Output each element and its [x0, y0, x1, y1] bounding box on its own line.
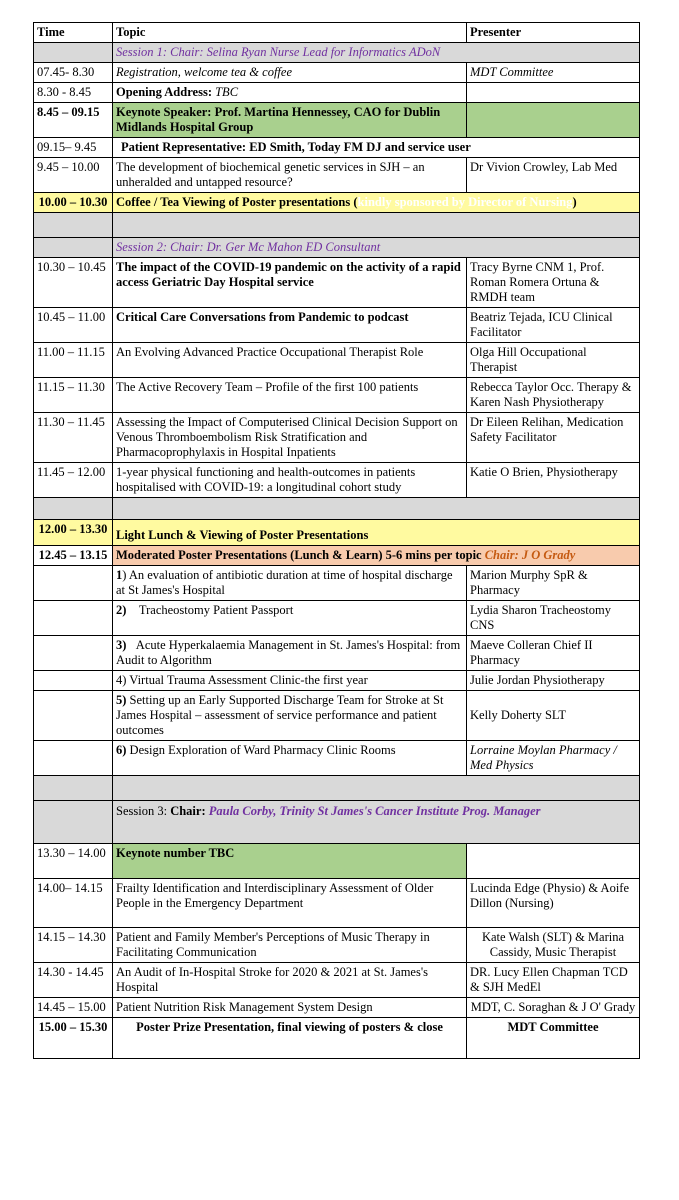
topic-cell: Patient Nutrition Risk Management System Design [113, 998, 467, 1018]
session1-title: Session 1: Chair: Selina Ryan Nurse Lead for Informatics ADoN [113, 43, 640, 63]
session3-title [113, 801, 640, 844]
poster-row [34, 636, 640, 671]
topic-cell: Patient Representative: ED Smith, Today FM DJ and service user [113, 138, 640, 158]
time-cell: 9.45 – 10.00 [34, 158, 113, 193]
closing-row [34, 1018, 640, 1059]
time-cell: 11.00 – 11.15 [34, 343, 113, 378]
time-cell: 11.30 – 11.45 [34, 413, 113, 463]
poster-topic: Setting up an Early Supported Discharge Team for Stroke at St James Hospital – assessment of service performance and patient outcomes [116, 693, 444, 737]
session3-chair-label: Chair: [170, 804, 209, 818]
topic-cell [113, 601, 467, 636]
time-cell: 8.45 – 09.15 [34, 103, 113, 138]
opening-value: TBC [215, 85, 239, 99]
moderated-chair: Chair: J O Grady [484, 548, 576, 562]
presenter-cell: Kelly Doherty SLT [467, 691, 640, 741]
presenter-cell: Katie O Brien, Physiotherapy [467, 463, 640, 498]
opening-row [34, 83, 640, 103]
topic-cell [113, 193, 640, 213]
presenter-cell: Dr Vivion Crowley, Lab Med [467, 158, 640, 193]
time-cell: 10.00 – 10.30 [34, 193, 113, 213]
presenter-cell: DR. Lucy Ellen Chapman TCD & SJH MedEl [467, 963, 640, 998]
topic-cell [113, 83, 467, 103]
keynote1-prefix: Keynote Speaker: [116, 105, 215, 119]
topic-cell: Critical Care Conversations from Pandemic to podcast [113, 308, 467, 343]
poster-row [34, 566, 640, 601]
header-row [34, 23, 640, 43]
presenter-cell: Olga Hill Occupational Therapist [467, 343, 640, 378]
topic-cell: The development of biochemical genetic services in SJH – an unheralded and untapped resource? [113, 158, 467, 193]
topic-cell: Frailty Identification and Interdisciplinary Assessment of Older People in the Emergency Department [113, 879, 467, 928]
poster-number: 5) [116, 693, 127, 707]
poster-number: 1 [116, 568, 123, 582]
time-cell: 10.45 – 11.00 [34, 308, 113, 343]
registration-row [34, 63, 640, 83]
time-cell: 14.45 – 15.00 [34, 998, 113, 1018]
topic-cell [113, 566, 467, 601]
presenter-cell: MDT Committee [467, 1018, 640, 1059]
time-cell: 14.15 – 14.30 [34, 928, 113, 963]
agenda-row [34, 343, 640, 378]
poster-topic: Acute Hyperkalaemia Management in St. James's Hospital: from Audit to Algorithm [116, 638, 461, 667]
presenter-cell: Beatriz Tejada, ICU Clinical Facilitator [467, 308, 640, 343]
poster-row [34, 741, 640, 776]
topic-cell: An Audit of In-Hospital Stroke for 2020 & 2021 at St. James's Hospital [113, 963, 467, 998]
time-cell: 15.00 – 15.30 [34, 1018, 113, 1059]
topic-cell: 1-year physical functioning and health-outcomes in patients hospitalised with COVID-19: a longitudinal cohort study [113, 463, 467, 498]
time-cell: 09.15– 9.45 [34, 138, 113, 158]
time-cell: 11.15 – 11.30 [34, 378, 113, 413]
coffee-text: Coffee / Tea Viewing of Poster presentations ( [116, 195, 358, 209]
agenda-row [34, 879, 640, 928]
spacer-row [34, 776, 640, 801]
presenter-cell: Tracy Byrne CNM 1, Prof. Roman Romera Ortuna & RMDH team [467, 258, 640, 308]
poster-number: 6) [116, 743, 127, 757]
agenda-row [34, 998, 640, 1018]
topic-cell: Light Lunch & Viewing of Poster Presentations [113, 520, 640, 546]
presenter-cell: Lydia Sharon Tracheostomy CNS [467, 601, 640, 636]
agenda-row [34, 258, 640, 308]
agenda-row [34, 928, 640, 963]
topic-cell [113, 691, 467, 741]
time-cell: 07.45- 8.30 [34, 63, 113, 83]
session1-row [34, 43, 640, 63]
agenda-table [33, 22, 640, 1059]
session2-title: Session 2: Chair: Dr. Ger Mc Mahon ED Consultant [113, 238, 640, 258]
poster-row [34, 691, 640, 741]
presenter-cell: Lorraine Moylan Pharmacy / Med Physics [467, 741, 640, 776]
session3-chair: Paula Corby, Trinity St James's Cancer Institute Prog. Manager [208, 804, 541, 818]
agenda-row [34, 963, 640, 998]
topic-cell: Poster Prize Presentation, final viewing of posters & close [113, 1018, 467, 1059]
poster-topic: ) An evaluation of antibiotic duration at time of hospital discharge at St James's Hospital [116, 568, 453, 597]
presenter-cell: Kate Walsh (SLT) & Marina Cassidy, Music Therapist [467, 928, 640, 963]
session3-row [34, 801, 640, 844]
spacer-row [34, 498, 640, 520]
keynote1-row [34, 103, 640, 138]
moderated-row [34, 546, 640, 566]
topic-cell [113, 636, 467, 671]
time-cell: 13.30 – 14.00 [34, 844, 113, 879]
time-cell: 14.30 - 14.45 [34, 963, 113, 998]
coffee-close: ) [572, 195, 577, 209]
time-cell: 12.45 – 13.15 [34, 546, 113, 566]
topic-cell: Patient and Family Member's Perceptions of Music Therapy in Facilitating Communication [113, 928, 467, 963]
session2-row [34, 238, 640, 258]
presenter-cell: Maeve Colleran Chief II Pharmacy [467, 636, 640, 671]
topic-cell [113, 546, 640, 566]
topic-cell: Keynote number TBC [113, 844, 467, 879]
presenter-cell: Marion Murphy SpR & Pharmacy [467, 566, 640, 601]
opening-prefix: Opening Address: [116, 85, 216, 99]
presenter-cell: MDT Committee [467, 63, 640, 83]
presenter-cell: Rebecca Taylor Occ. Therapy & Karen Nash Physiotherapy [467, 378, 640, 413]
keynote2-row [34, 844, 640, 879]
agenda-row [34, 413, 640, 463]
header-topic: Topic [113, 23, 467, 43]
session3-prefix: Session 3: [116, 804, 171, 818]
presenter-cell: Dr Eileen Relihan, Medication Safety Facilitator [467, 413, 640, 463]
topic-cell [113, 103, 467, 138]
keynote1-text: Prof. Martina Hennessey, CAO for Dublin Midlands Hospital Group [116, 105, 441, 134]
presenter-cell: Julie Jordan Physiotherapy [467, 671, 640, 691]
time-cell: 10.30 – 10.45 [34, 258, 113, 308]
topic-cell [113, 741, 467, 776]
agenda-row [34, 378, 640, 413]
topic-cell: 4) Virtual Trauma Assessment Clinic-the first year [113, 671, 467, 691]
coffee-row [34, 193, 640, 213]
patient-rep-row [34, 138, 640, 158]
poster-number: 3) [116, 638, 127, 652]
agenda-row [34, 463, 640, 498]
topic-cell: An Evolving Advanced Practice Occupational Therapist Role [113, 343, 467, 378]
presenter-cell: Lucinda Edge (Physio) & Aoife Dillon (Nursing) [467, 879, 640, 928]
biochem-row [34, 158, 640, 193]
lunch-row [34, 520, 640, 546]
topic-cell: Registration, welcome tea & coffee [113, 63, 467, 83]
topic-cell: Assessing the Impact of Computerised Clinical Decision Support on Venous Thromboembolism Risk Stratification and Pharmacoprophylaxis in Hospital Inpatients [113, 413, 467, 463]
coffee-sponsor: kindly sponsored by Director of Nursing [357, 195, 573, 209]
header-presenter: Presenter [467, 23, 640, 43]
time-cell: 12.00 – 13.30 [34, 520, 113, 546]
poster-number: 2) [116, 603, 127, 617]
moderated-text: Moderated Poster Presentations (Lunch & Learn) 5-6 mins per topic [116, 548, 485, 562]
poster-topic: Design Exploration of Ward Pharmacy Clinic Rooms [129, 743, 396, 757]
spacer-row [34, 213, 640, 238]
agenda-row [34, 308, 640, 343]
poster-row [34, 671, 640, 691]
time-cell: 14.00– 14.15 [34, 879, 113, 928]
presenter-cell: MDT, C. Soraghan & J O' Grady [467, 998, 640, 1018]
time-cell: 11.45 – 12.00 [34, 463, 113, 498]
time-cell: 8.30 - 8.45 [34, 83, 113, 103]
poster-row [34, 601, 640, 636]
topic-cell: The impact of the COVID-19 pandemic on the activity of a rapid access Geriatric Day Hospital service [113, 258, 467, 308]
topic-cell: The Active Recovery Team – Profile of the first 100 patients [113, 378, 467, 413]
header-time: Time [34, 23, 113, 43]
poster-topic: Tracheostomy Patient Passport [138, 603, 294, 617]
